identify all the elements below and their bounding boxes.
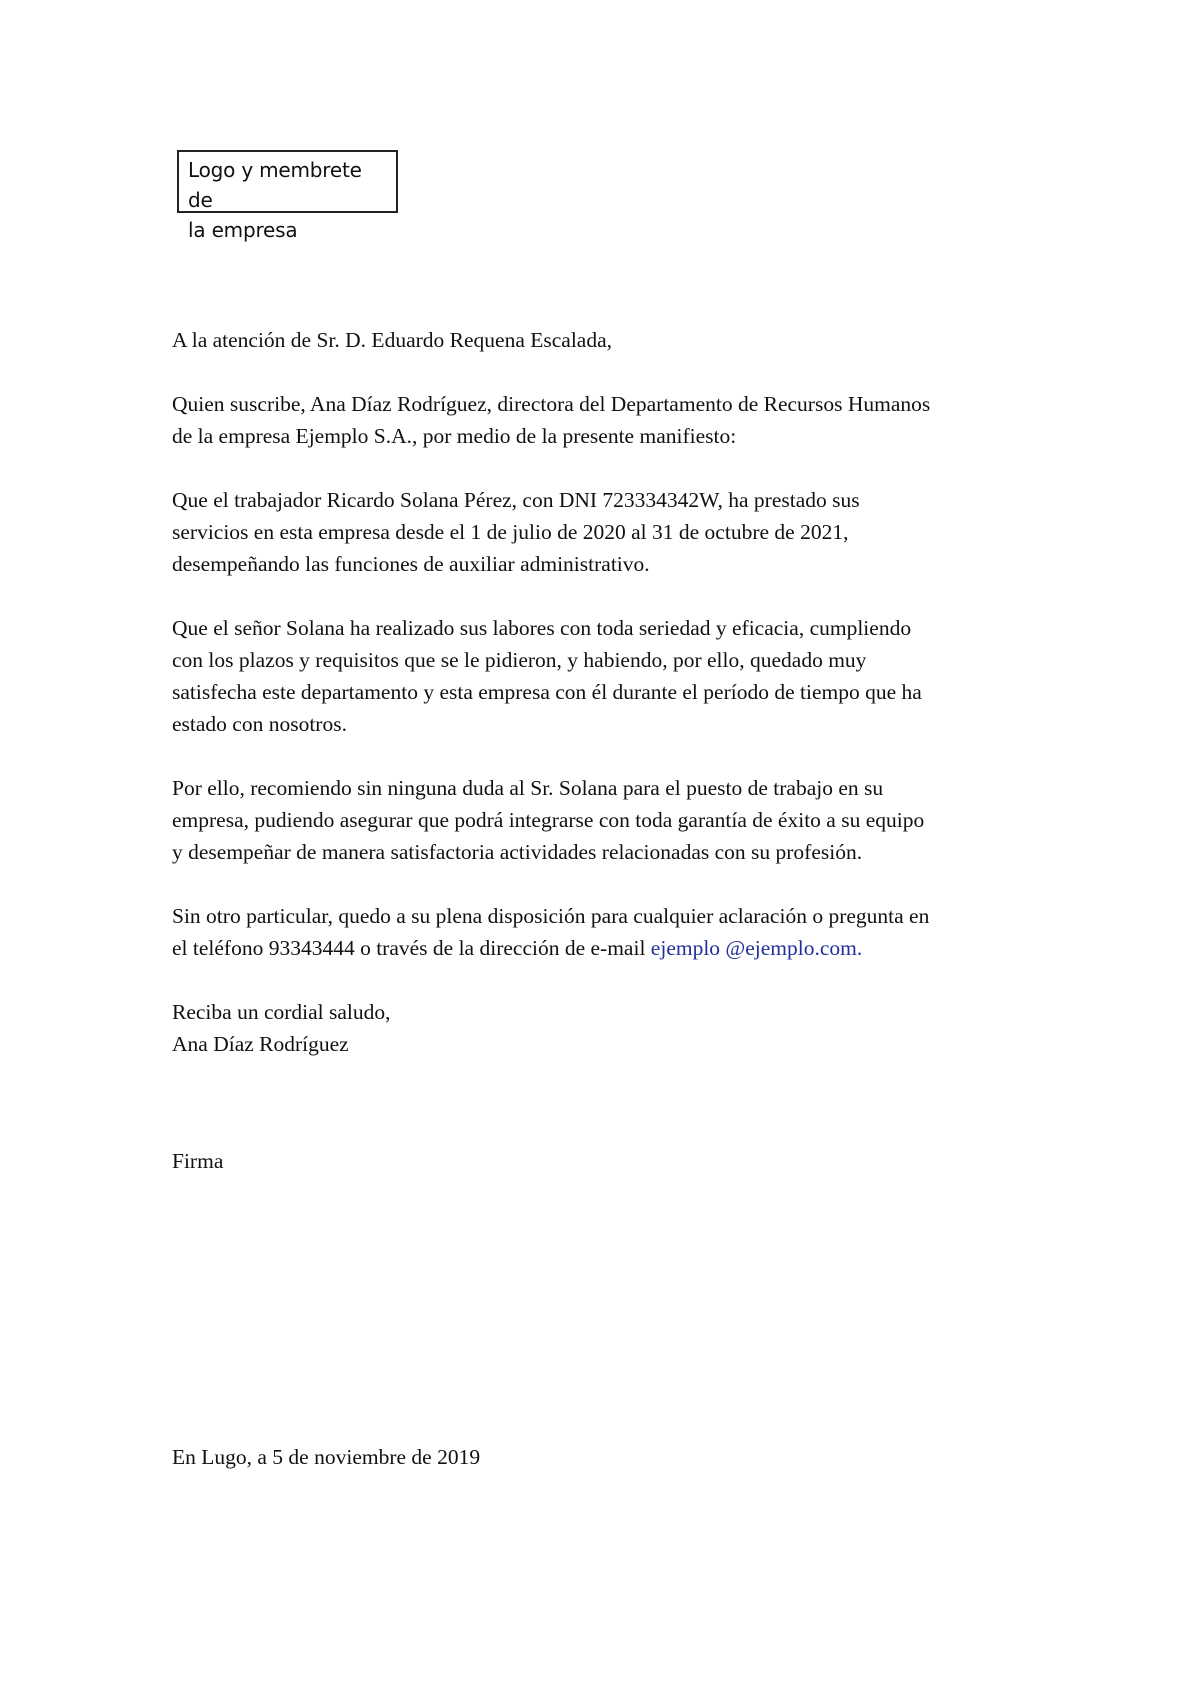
paragraph-1-line-2: de la empresa Ejemplo S.A., por medio de la presente manifiesto: bbox=[172, 424, 737, 448]
sender-name: Ana Díaz Rodríguez bbox=[172, 1032, 349, 1056]
email-link[interactable]: ejemplo @ejemplo.com. bbox=[650, 936, 863, 960]
closing-greeting: Reciba un cordial saludo, bbox=[172, 1000, 391, 1024]
place-and-date: En Lugo, a 5 de noviembre de 2019 bbox=[172, 1445, 481, 1469]
signature-label: Firma bbox=[172, 1149, 224, 1173]
contact-text: el teléfono 93343444 o través de la dirección de e-mail bbox=[172, 936, 651, 960]
paragraph-4-line-2: empresa, pudiendo asegurar que podrá integrarse con toda garantía de éxito a su equipo bbox=[172, 808, 925, 832]
paragraph-4-line-1: Por ello, recomiendo sin ninguna duda al Sr. Solana para el puesto de trabajo en su bbox=[172, 776, 884, 800]
paragraph-1-line-1: Quien suscribe, Ana Díaz Rodríguez, directora del Departamento de Recursos Humanos bbox=[172, 392, 931, 416]
paragraph-5-line-1: Sin otro particular, quedo a su plena disposición para cualquier aclaración o pregunta en bbox=[172, 904, 930, 928]
logo-placeholder-box bbox=[177, 150, 398, 242]
paragraph-3-line-1: Que el señor Solana ha realizado sus labores con toda seriedad y eficacia, cumpliendo bbox=[172, 616, 912, 640]
logo-placeholder-line-2: la empresa bbox=[188, 218, 298, 242]
logo-placeholder-line-1: Logo y membrete de bbox=[188, 158, 362, 212]
paragraph-5-line-2 bbox=[172, 932, 862, 964]
paragraph-2-line-2: servicios en esta empresa desde el 1 de julio de 2020 al 31 de octubre de 2021, bbox=[172, 520, 849, 544]
paragraph-3-line-2: con los plazos y requisitos que se le pidieron, y habiendo, por ello, quedado muy bbox=[172, 648, 867, 672]
paragraph-4-line-3: y desempeñar de manera satisfactoria actividades relacionadas con su profesión. bbox=[172, 840, 863, 864]
paragraph-2-line-1: Que el trabajador Ricardo Solana Pérez, con DNI 723334342W, ha prestado sus bbox=[172, 488, 860, 512]
paragraph-2-line-3: desempeñando las funciones de auxiliar administrativo. bbox=[172, 552, 650, 576]
paragraph-3-line-3: satisfecha este departamento y esta empresa con él durante el período de tiempo que ha bbox=[172, 680, 922, 704]
paragraph-3-line-4: estado con nosotros. bbox=[172, 712, 347, 736]
salutation: A la atención de Sr. D. Eduardo Requena Escalada, bbox=[172, 328, 613, 352]
